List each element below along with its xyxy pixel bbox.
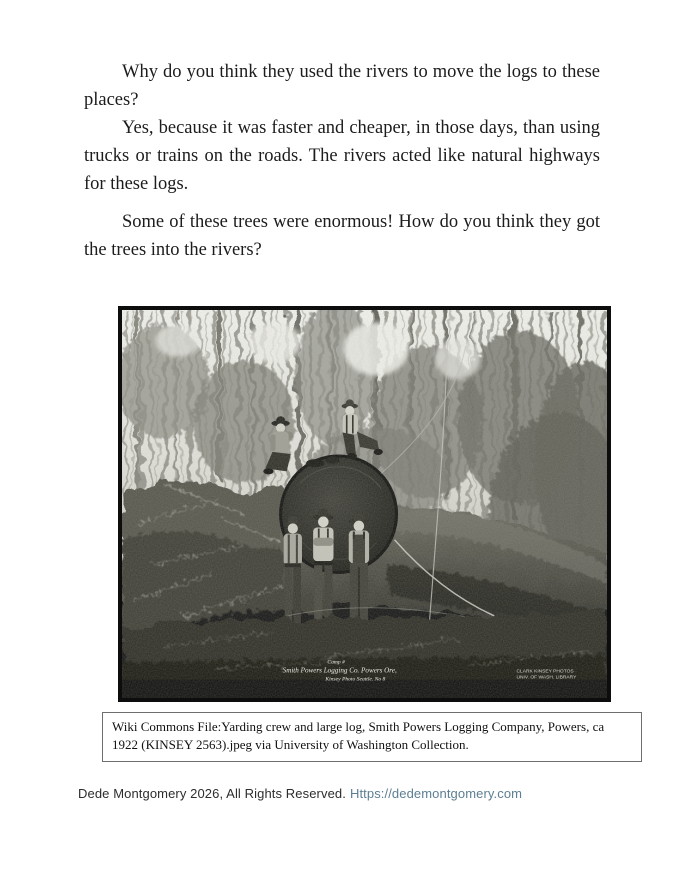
page-footer: [78, 786, 522, 801]
paragraph-question-rivers: Why do you think they used the rivers to move the logs to these places?: [84, 62, 600, 110]
copyright-text: Dede Montgomery 2026, All Rights Reserved.: [78, 786, 346, 801]
plate-camp-text: Camp #: [327, 659, 345, 666]
body-text-block: [84, 58, 600, 264]
logging-photo: [118, 306, 611, 702]
paragraph-answer-rivers: Yes, because it was faster and cheaper, in those days, than using trucks or trains on the roads. The rivers acted like natural highways for these logs.: [84, 118, 600, 194]
plate-credit-line1: CLARK KINSEY PHOTOS: [516, 669, 574, 675]
photo-caption-box: [102, 712, 642, 762]
photo-caption-text: Wiki Commons File:Yarding crew and large log, Smith Powers Logging Company, Powers, ca 1922 (KINSEY 2563).jpeg via University of Washington Collection.: [112, 719, 605, 752]
website-link[interactable]: Https://dedemontgomery.com: [349, 786, 523, 801]
plate-subtitle-text: Kinsey Photo Seattle. No 8: [325, 676, 386, 683]
plate-credit-line2: UNIV. OF WASH. LIBRARY: [516, 675, 577, 681]
plate-title-text: Smith Powers Logging Co. Powers Ore,: [282, 666, 397, 675]
paragraph-question-trees: Some of these trees were enormous! How do you think they got the trees into the rivers?: [84, 212, 600, 260]
photo-grain-overlay: [122, 310, 607, 698]
logging-photo-illustration: [122, 310, 607, 698]
